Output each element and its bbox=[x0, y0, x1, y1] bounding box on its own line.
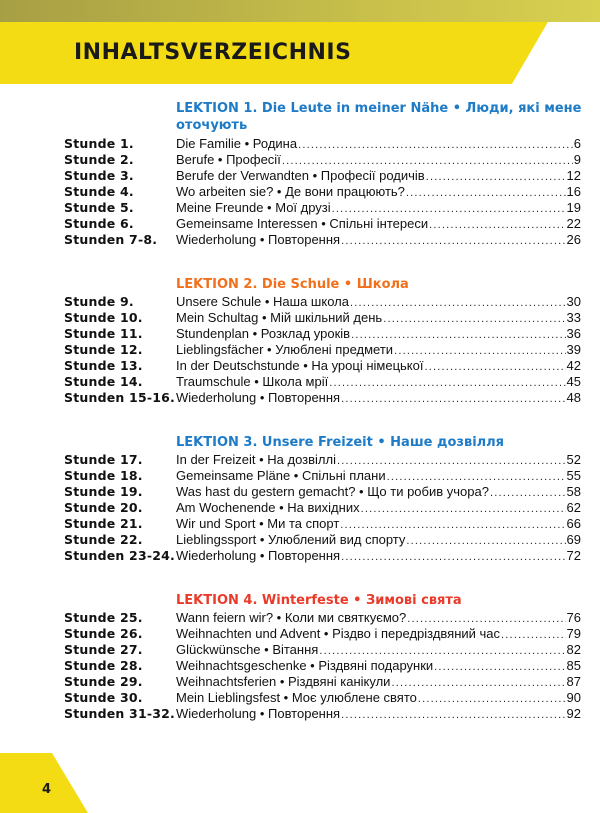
page-ref: 48 bbox=[566, 390, 581, 405]
toc-row bbox=[0, 374, 600, 390]
stunde-label: Stunden 23-24. bbox=[64, 548, 175, 563]
toc-row bbox=[0, 310, 600, 326]
toc-row bbox=[0, 342, 600, 358]
toc-entry bbox=[176, 374, 581, 391]
page-ref: 30 bbox=[566, 294, 581, 309]
dot-leader bbox=[329, 375, 565, 391]
stunde-label: Stunde 25. bbox=[64, 610, 143, 625]
stunde-label: Stunde 28. bbox=[64, 658, 143, 673]
toc-entry bbox=[176, 500, 581, 517]
stunde-label: Stunde 9. bbox=[64, 294, 134, 309]
toc-entry bbox=[176, 516, 581, 533]
page-ref: 90 bbox=[566, 690, 581, 705]
toc-row bbox=[0, 152, 600, 168]
page-ref: 62 bbox=[566, 500, 581, 515]
stunde-label: Stunde 17. bbox=[64, 452, 143, 467]
stunde-label: Stunde 29. bbox=[64, 674, 143, 689]
stunde-label: Stunde 12. bbox=[64, 342, 143, 357]
stunde-label: Stunde 30. bbox=[64, 690, 143, 705]
toc-entry bbox=[176, 548, 581, 565]
toc-entry bbox=[176, 484, 581, 501]
stunde-label: Stunde 27. bbox=[64, 642, 143, 657]
page-ref: 39 bbox=[566, 342, 581, 357]
entry-title: Mein Lieblingsfest • Моє улюблене свято bbox=[176, 690, 417, 705]
toc-entry bbox=[176, 232, 581, 249]
dot-leader bbox=[341, 391, 565, 407]
entry-title: Weihnachtsferien • Різдвяні канікули bbox=[176, 674, 391, 689]
entry-title: Stundenplan • Розклад уроків bbox=[176, 326, 351, 341]
toc-row bbox=[0, 658, 600, 674]
stunde-label: Stunde 20. bbox=[64, 500, 143, 515]
entry-title: Unsere Schule • Наша школа bbox=[176, 294, 349, 309]
toc-row bbox=[0, 452, 600, 468]
toc-row bbox=[0, 674, 600, 690]
dot-leader bbox=[406, 185, 566, 201]
toc-row bbox=[0, 232, 600, 248]
stunde-label: Stunde 19. bbox=[64, 484, 143, 499]
toc-row bbox=[0, 200, 600, 216]
entry-title: Wo arbeiten sie? • Де вони працюють? bbox=[176, 184, 405, 199]
toc-entry bbox=[176, 706, 581, 723]
entry-title: Mein Schultag • Мій шкільний день bbox=[176, 310, 383, 325]
stunde-label: Stunden 7-8. bbox=[64, 232, 158, 247]
toc-row bbox=[0, 516, 600, 532]
toc-row bbox=[0, 168, 600, 184]
page-ref: 69 bbox=[566, 532, 581, 547]
stunde-label: Stunde 2. bbox=[64, 152, 134, 167]
lektion-2-heading-line1: LEKTION 2. Die Schule • Школа bbox=[176, 277, 409, 292]
dot-leader bbox=[407, 611, 565, 627]
toc-row bbox=[0, 642, 600, 658]
dot-leader bbox=[391, 675, 565, 691]
toc-entry bbox=[176, 168, 581, 185]
dot-leader bbox=[341, 233, 565, 249]
entry-title: Was hast du gestern gemacht? • Що ти робив учора? bbox=[176, 484, 489, 499]
toc-row bbox=[0, 532, 600, 548]
stunde-label: Stunde 18. bbox=[64, 468, 143, 483]
toc-row bbox=[0, 184, 600, 200]
entry-title: Wiederholung • Повторення bbox=[176, 706, 341, 721]
page-ref: 33 bbox=[566, 310, 581, 325]
toc-row bbox=[0, 358, 600, 374]
toc-row bbox=[0, 390, 600, 406]
toc-row bbox=[0, 484, 600, 500]
toc-row bbox=[0, 626, 600, 642]
page-ref: 19 bbox=[566, 200, 581, 215]
dot-leader bbox=[351, 327, 565, 343]
dot-leader bbox=[298, 137, 573, 153]
toc-row bbox=[0, 468, 600, 484]
toc-entry bbox=[176, 532, 581, 549]
entry-title: Lieblingsfächer • Улюблені предмети bbox=[176, 342, 394, 357]
page-ref: 42 bbox=[566, 358, 581, 373]
page-ref: 72 bbox=[566, 548, 581, 563]
dot-leader bbox=[383, 311, 565, 327]
page-ref: 66 bbox=[566, 516, 581, 531]
toc-entry bbox=[176, 358, 581, 375]
entry-title: Weihnachten und Advent • Різдво і передріздвяний час bbox=[176, 626, 501, 641]
page-ref: 6 bbox=[573, 136, 581, 151]
page-ref: 58 bbox=[566, 484, 581, 499]
page-ref: 22 bbox=[566, 216, 581, 231]
entry-title: Meine Freunde • Мої друзі bbox=[176, 200, 331, 215]
lektion-3-heading-line1: LEKTION 3. Unsere Freizeit • Наше дозвілля bbox=[176, 435, 505, 450]
page-ref: 45 bbox=[566, 374, 581, 389]
toc-entry bbox=[176, 390, 581, 407]
entry-title: Berufe • Професії bbox=[176, 152, 281, 167]
stunde-label: Stunde 3. bbox=[64, 168, 134, 183]
dot-leader bbox=[350, 295, 566, 311]
dot-leader bbox=[490, 485, 566, 501]
stunde-label: Stunde 11. bbox=[64, 326, 143, 341]
toc-entry bbox=[176, 468, 581, 485]
toc-row bbox=[0, 326, 600, 342]
stunde-label: Stunden 15-16. bbox=[64, 390, 175, 405]
toc-entry bbox=[176, 184, 581, 201]
toc-row bbox=[0, 706, 600, 722]
toc-row bbox=[0, 216, 600, 232]
entry-title: Glückwünsche • Вітання bbox=[176, 642, 319, 657]
dot-leader bbox=[387, 469, 566, 485]
entry-title: Wiederholung • Повторення bbox=[176, 390, 341, 405]
entry-title: In der Deutschstunde • На уроці німецької bbox=[176, 358, 424, 373]
entry-title: Lieblingssport • Улюблений вид спорту bbox=[176, 532, 406, 547]
dot-leader bbox=[361, 501, 566, 517]
toc-row bbox=[0, 610, 600, 626]
toc-row bbox=[0, 690, 600, 706]
dot-leader bbox=[332, 201, 566, 217]
stunde-label: Stunde 6. bbox=[64, 216, 134, 231]
page-ref: 55 bbox=[566, 468, 581, 483]
lektion-1-heading-line2: оточують bbox=[176, 118, 248, 133]
title-band bbox=[0, 22, 600, 84]
entry-title: Wiederholung • Повторення bbox=[176, 548, 341, 563]
toc-entry bbox=[176, 610, 581, 627]
dot-leader bbox=[337, 453, 566, 469]
toc-entry bbox=[176, 326, 581, 343]
page-ref: 92 bbox=[566, 706, 581, 721]
toc-entry bbox=[176, 658, 581, 675]
page-ref: 85 bbox=[566, 658, 581, 673]
toc-entry bbox=[176, 152, 581, 169]
entry-title: Wann feiern wir? • Коли ми святкуємо? bbox=[176, 610, 407, 625]
stunde-label: Stunde 4. bbox=[64, 184, 134, 199]
stunde-label: Stunde 21. bbox=[64, 516, 143, 531]
page-ref: 9 bbox=[573, 152, 581, 167]
stunde-label: Stunde 1. bbox=[64, 136, 134, 151]
dot-leader bbox=[319, 643, 565, 659]
dot-leader bbox=[418, 691, 566, 707]
toc-entry bbox=[176, 674, 581, 691]
stunde-label: Stunde 13. bbox=[64, 358, 143, 373]
dot-leader bbox=[426, 169, 566, 185]
page-ref: 36 bbox=[566, 326, 581, 341]
toc-entry bbox=[176, 200, 581, 217]
toc-entry bbox=[176, 216, 581, 233]
entry-title: Traumschule • Школа мрії bbox=[176, 374, 329, 389]
stunde-label: Stunde 5. bbox=[64, 200, 134, 215]
toc-row bbox=[0, 136, 600, 152]
stunde-label: Stunde 26. bbox=[64, 626, 143, 641]
page-number: 4 bbox=[42, 782, 52, 797]
page-ref: 12 bbox=[566, 168, 581, 183]
entry-title: Wir und Sport • Ми та спорт bbox=[176, 516, 340, 531]
toc-entry bbox=[176, 136, 581, 153]
toc-entry bbox=[176, 310, 581, 327]
stunde-label: Stunde 14. bbox=[64, 374, 143, 389]
dot-leader bbox=[341, 707, 565, 723]
toc-entry bbox=[176, 690, 581, 707]
toc-entry bbox=[176, 342, 581, 359]
page-ref: 16 bbox=[566, 184, 581, 199]
top-decor-bar bbox=[0, 0, 600, 22]
toc-row bbox=[0, 294, 600, 310]
entry-title: Weihnachtsgeschenke • Різдвяні подарунки bbox=[176, 658, 434, 673]
page-ref: 76 bbox=[566, 610, 581, 625]
dot-leader bbox=[282, 153, 573, 169]
entry-title: Am Wochenende • На вихідних bbox=[176, 500, 360, 515]
entry-title: Berufe der Verwandten • Професії родичів bbox=[176, 168, 425, 183]
entry-title: Gemeinsame Interessen • Спільні інтереси bbox=[176, 216, 429, 231]
page-ref: 26 bbox=[566, 232, 581, 247]
lektion-4-heading-line1: LEKTION 4. Winterfeste • Зимові свята bbox=[176, 593, 462, 608]
stunde-label: Stunde 22. bbox=[64, 532, 143, 547]
toc-entry bbox=[176, 626, 581, 643]
lektion-1-heading bbox=[176, 100, 581, 134]
dot-leader bbox=[424, 359, 565, 375]
dot-leader bbox=[394, 343, 565, 359]
entry-title: Wiederholung • Повторення bbox=[176, 232, 341, 247]
stunde-label: Stunde 10. bbox=[64, 310, 143, 325]
dot-leader bbox=[429, 217, 565, 233]
entry-title: In der Freizeit • На дозвіллі bbox=[176, 452, 336, 467]
page-title: INHALTSVERZEICHNIS bbox=[74, 40, 352, 65]
toc-entry bbox=[176, 294, 581, 311]
stunde-label: Stunden 31-32. bbox=[64, 706, 175, 721]
page-ref: 82 bbox=[566, 642, 581, 657]
page-ref: 52 bbox=[566, 452, 581, 467]
dot-leader bbox=[501, 627, 565, 643]
lektion-1-heading-line1: LEKTION 1. Die Leute in meiner Nähe • Люди, які мене bbox=[176, 101, 582, 116]
dot-leader bbox=[406, 533, 565, 549]
toc-entry bbox=[176, 452, 581, 469]
lektion-3-heading bbox=[176, 434, 504, 451]
page-ref: 79 bbox=[566, 626, 581, 641]
dot-leader bbox=[340, 517, 565, 533]
lektion-2-heading bbox=[176, 276, 409, 293]
dot-leader bbox=[341, 549, 565, 565]
toc-row bbox=[0, 500, 600, 516]
dot-leader bbox=[434, 659, 565, 675]
entry-title: Die Familie • Родина bbox=[176, 136, 298, 151]
toc-entry bbox=[176, 642, 581, 659]
lektion-4-heading bbox=[176, 592, 462, 609]
page-ref: 87 bbox=[566, 674, 581, 689]
toc-row bbox=[0, 548, 600, 564]
entry-title: Gemeinsame Pläne • Спільні плани bbox=[176, 468, 386, 483]
